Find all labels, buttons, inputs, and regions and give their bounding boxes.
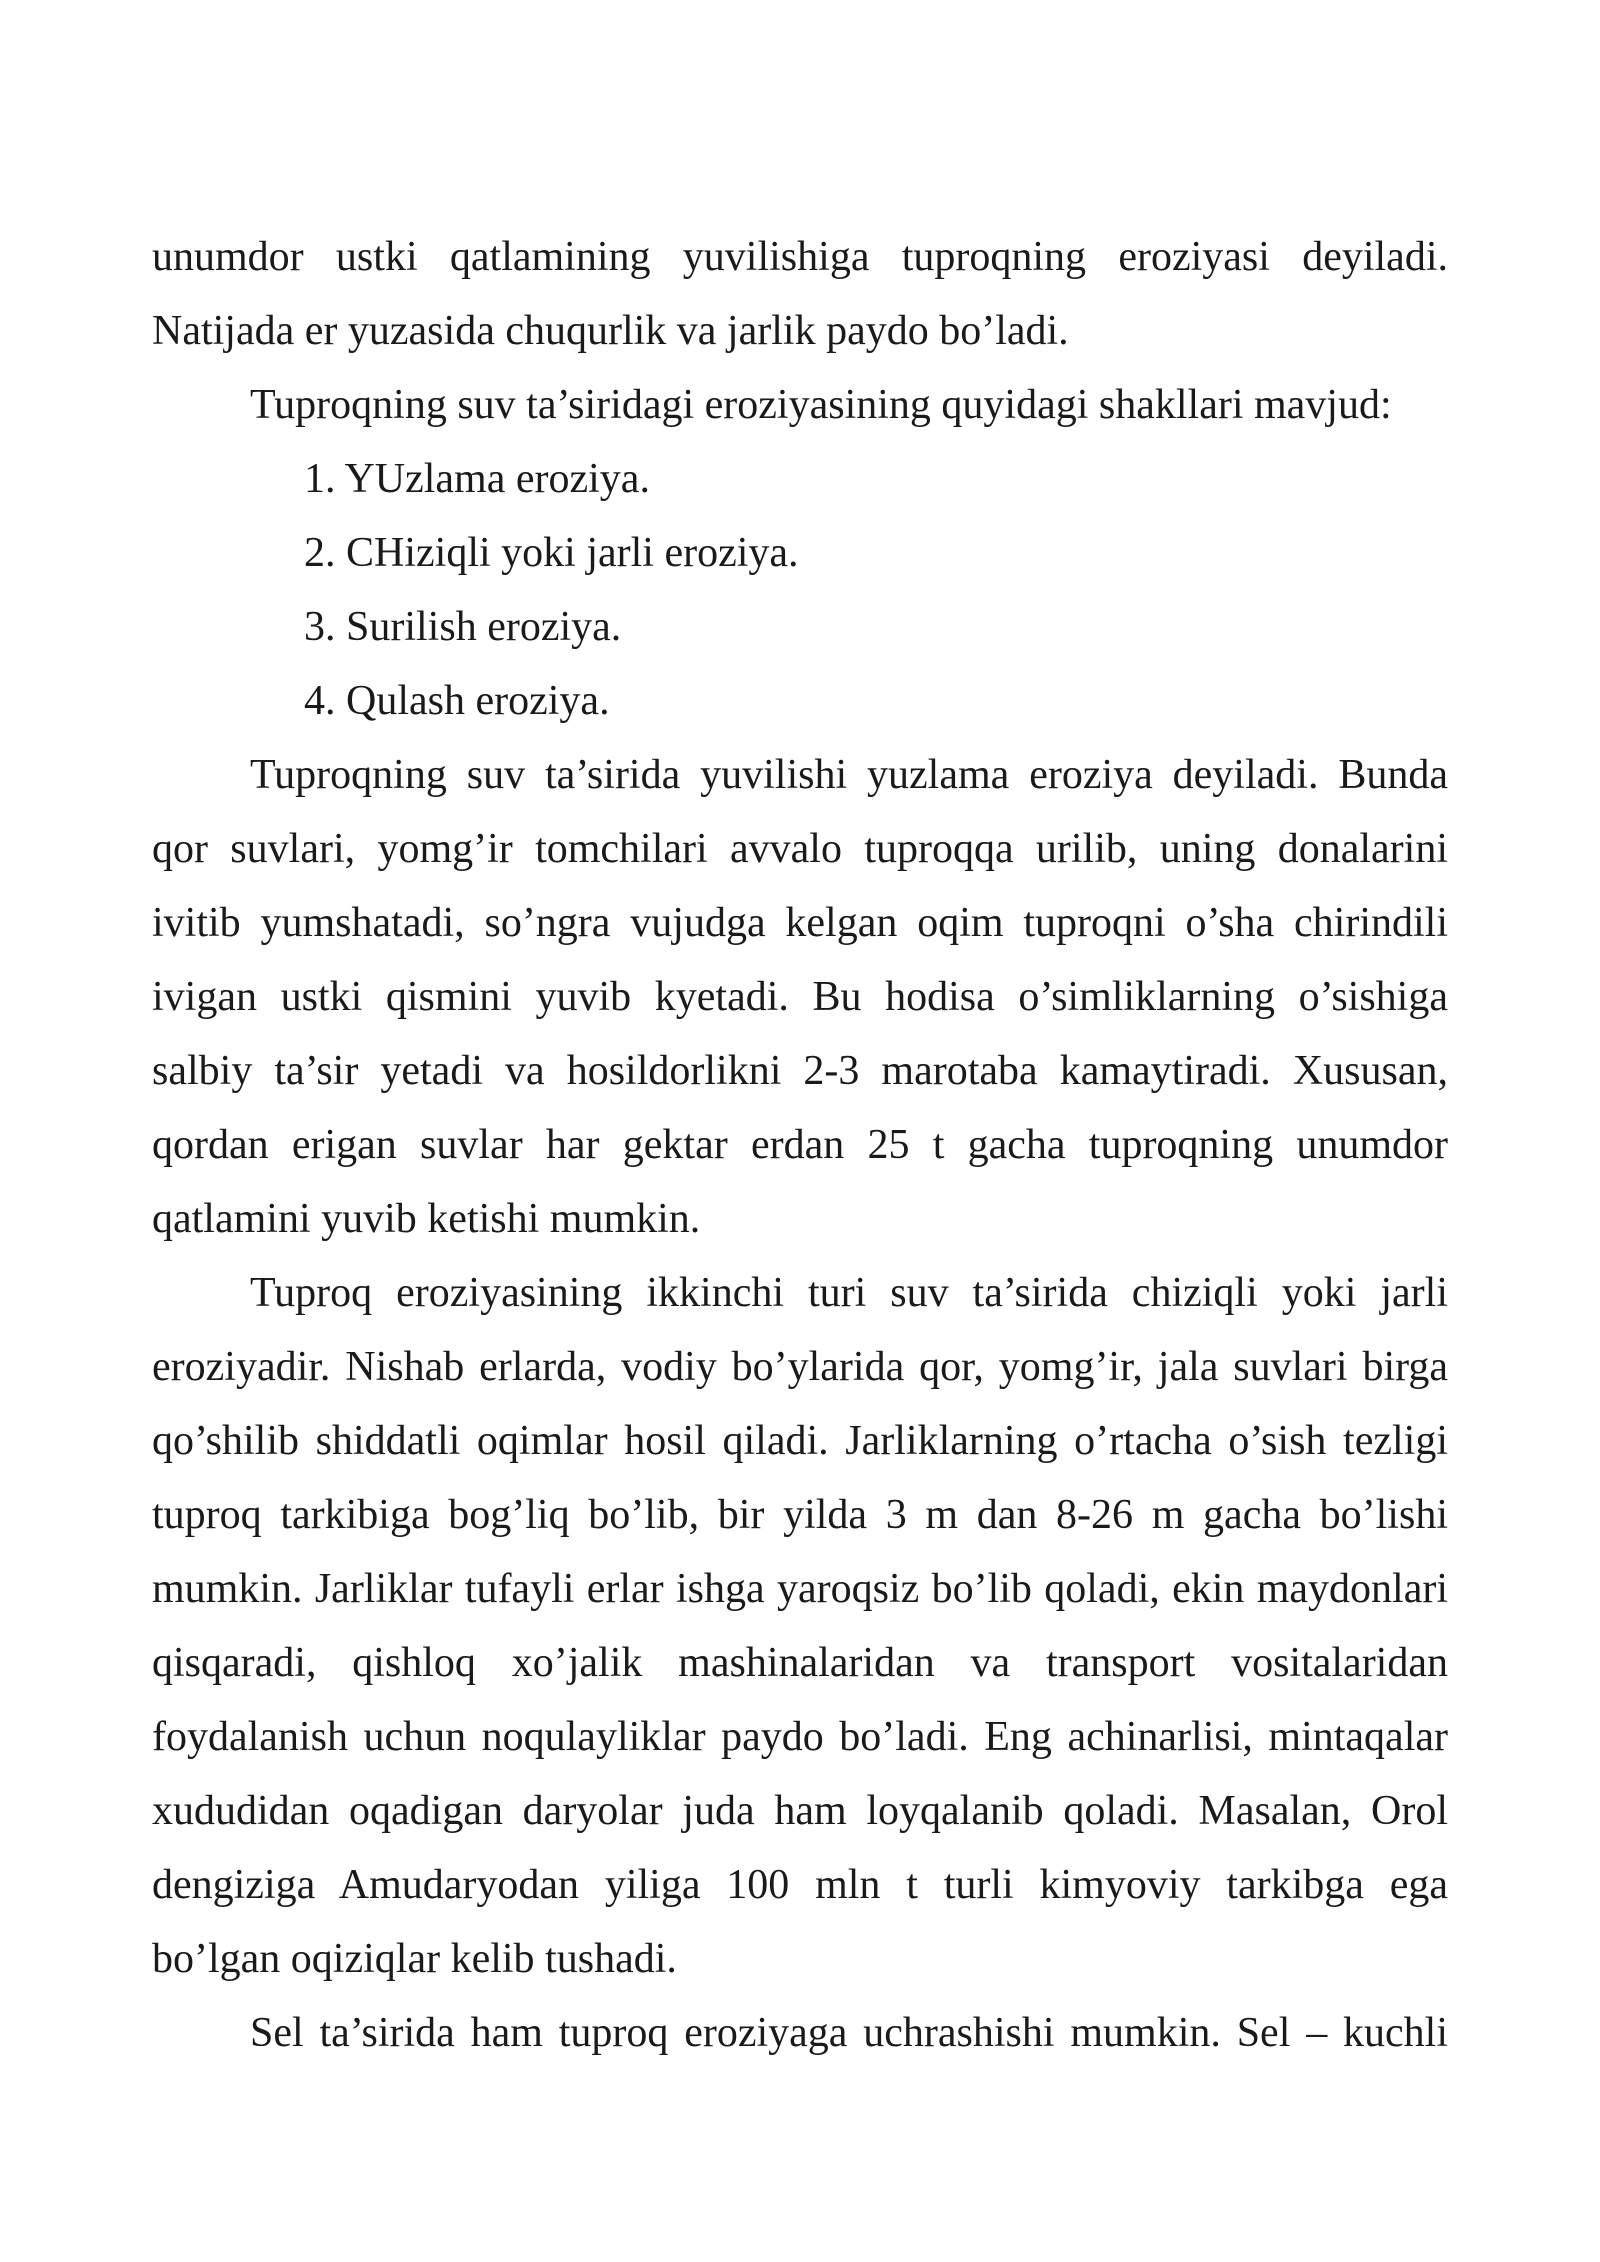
paragraph-linear-erosion: Tuproq eroziyasining ikkinchi turi suv ta’sirida chiziqli yoki jarli eroziyadir. Nishab erlarda, vodiy bo’ylarida qor, yomg’ir, jala suvlari birga qo’shilib shiddatli oqimlar hosil qiladi. Jarliklarning o’rtacha o’sish tezligi tuproq tarkibiga bog’liq bo’lib, bir yilda 3 m dan 8-26 m gacha bo’lishi mumkin. Jarliklar tufayli erlar ishga yaroqsiz bo’lib qoladi, ekin maydonlari qisqaradi, qishloq xo’jalik mashinalaridan va transport vositalaridan foydalanish uchun noqulayliklar paydo bo’ladi. Eng achinarlisi, mintaqalar xududidan oqadigan daryolar juda ham loyqalanib qoladi. Masalan, Orol dengiziga Amudaryodan yiliga 100 mln t turli kimyoviy tarkibga ega bo’lgan oqiziqlar kelib tushadi.	[152, 1270, 1448, 1982]
list-item: 3. Surilish eroziya.	[304, 604, 622, 650]
erosion-forms-list	[152, 442, 1448, 738]
document-page	[152, 220, 1448, 2070]
paragraph-forms-heading: Tuproqning suv ta’siridagi eroziyasining quyidagi shakllari mavjud:	[250, 382, 1392, 428]
paragraph-intro: unumdor ustki qatlamining yuvilishiga tuproqning eroziyasi deyiladi. Natijada er yuzasida chuqurlik va jarlik paydo bo’ladi.	[152, 234, 1448, 354]
list-item: 4. Qulash eroziya.	[304, 678, 610, 724]
paragraph-surface-erosion: Tuproqning suv ta’sirida yuvilishi yuzlama eroziya deyiladi. Bunda qor suvlari, yomg’ir tomchilari avvalo tuproqqa urilib, uning donalarini ivitib yumshatadi, so’ngra vujudga kelgan oqim tuproqni o’sha chirindili ivigan ustki qismini yuvib kyetadi. Bu hodisa o’simliklarning o’sishiga salbiy ta’sir yetadi va hosildorlikni 2-3 marotaba kamaytiradi. Xususan, qordan erigan suvlar har gektar erdan 25 t gacha tuproqning unumdor qatlamini yuvib ketishi mumkin.	[152, 752, 1448, 1242]
list-item: 1. YUzlama eroziya.	[304, 456, 650, 502]
list-item: 2. CHiziqli yoki jarli eroziya.	[304, 530, 799, 576]
paragraph-sel-erosion: Sel ta’sirida ham tuproq eroziyaga uchrashishi mumkin. Sel – kuchli	[250, 2010, 1448, 2056]
